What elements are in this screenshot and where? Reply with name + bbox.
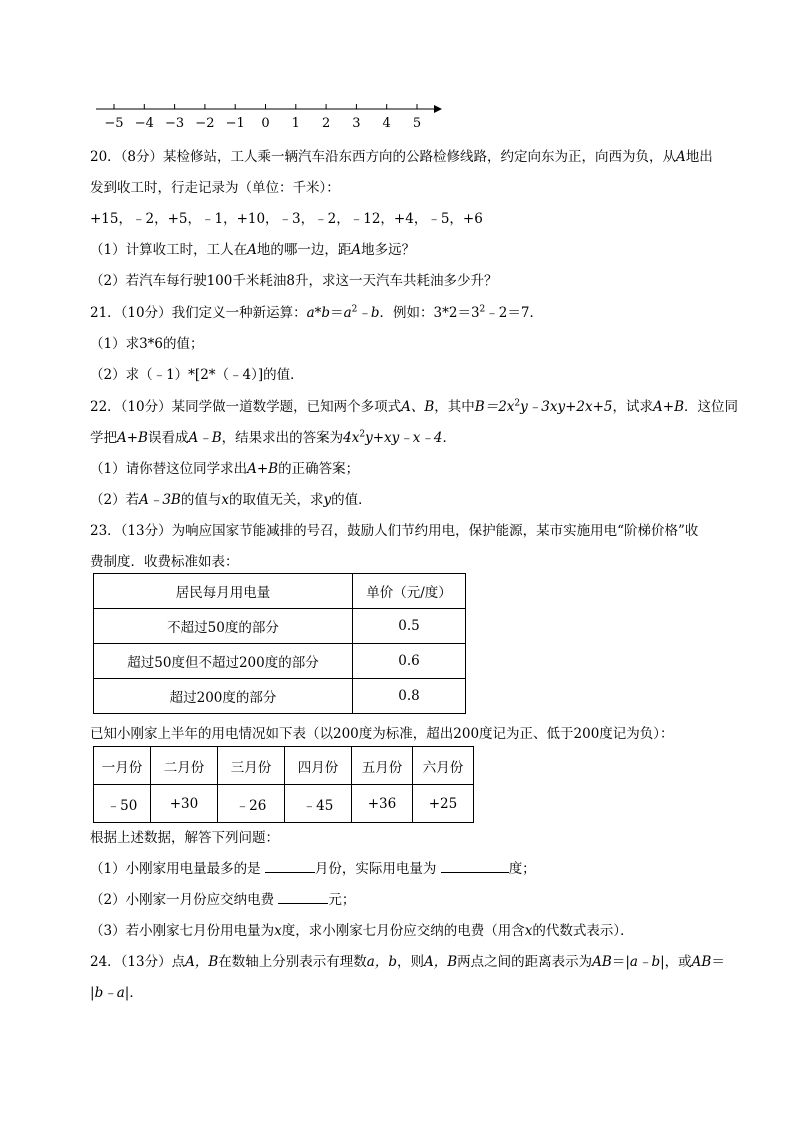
q23-line2: 费制度．收费标准如表： xyxy=(90,554,239,570)
number-line-axis xyxy=(90,92,450,116)
table-header: 单价（元/度） xyxy=(353,574,466,609)
q23-line1: 23．（13分）为响应国家节能减排的号召，鼓励人们节约用电，保护能源，某市实施用电“阶梯价格”收 xyxy=(90,523,699,539)
q21-line1: 21．（10分）我们定义一种新运算：$a*b=a^2﹣b$．例如：$3*2=3^2﹣2=7$． xyxy=(90,304,543,321)
number-line-tick-label: −3 xyxy=(165,116,185,131)
number-line-tick-label: −2 xyxy=(195,116,215,131)
number-line-tick-label: 2 xyxy=(321,116,331,131)
answer-blank xyxy=(441,872,509,873)
q23-intro2: 已知小刚家上半年的用电情况如下表（以200度为标准，超出200度记为正、低于200度记为负）： xyxy=(90,726,674,742)
table-header: 五月份 xyxy=(352,747,413,785)
table-header: 一月份 xyxy=(94,747,151,785)
q22-sub2: （2）若A﹣3B的值与x的取值无关，求y的值． xyxy=(90,492,372,508)
table-cell: 超过200度的部分 xyxy=(94,679,353,714)
usage-table xyxy=(93,746,474,823)
table-row xyxy=(94,679,466,714)
answer-blank xyxy=(265,872,315,873)
table-header: 二月份 xyxy=(151,747,218,785)
q20-sub2: （2）若汽车每行驶100千米耗油8升，求这一天汽车共耗油多少升？ xyxy=(90,273,498,289)
number-line-tick-label: 5 xyxy=(412,116,422,131)
table-cell: 0.8 xyxy=(353,679,466,714)
number-line-tick-label: 3 xyxy=(352,116,361,131)
number-line-tick-label: 1 xyxy=(291,116,300,131)
table-cell: 0.6 xyxy=(353,644,466,679)
table-cell: ﹣45 xyxy=(285,785,352,823)
q20-line1: 20．（8分）某检修站，工人乘一辆汽车沿东西方向的公路检修线路，约定向东为正，向西为负，从A地出 xyxy=(90,149,713,165)
q22-line2: 学把A+B误看成A﹣B，结果求出的答案为$4x^2y+xy﹣x﹣4$． xyxy=(90,429,456,446)
number-line xyxy=(90,92,450,132)
table-header: 居民每月用电量 xyxy=(94,574,353,609)
table-cell: ﹣26 xyxy=(218,785,285,823)
q20-record: +15，﹣2，+5，﹣1，+10，﹣3，﹣2，﹣12，+4，﹣5，+6 xyxy=(90,211,483,227)
answer-blank xyxy=(278,903,328,904)
number-line-tick-label: −1 xyxy=(225,116,245,131)
table-cell: +36 xyxy=(352,785,413,823)
number-line-tick-label: 0 xyxy=(261,116,270,131)
table-row xyxy=(94,644,466,679)
q20-sub1: （1）计算收工时，工人在A地的哪一边，距A地多远？ xyxy=(90,242,416,258)
table-cell: 不超过50度的部分 xyxy=(94,609,353,644)
table-header: 六月份 xyxy=(413,747,474,785)
q21-sub1: （1）求3*6的值； xyxy=(90,336,204,352)
table-row xyxy=(94,747,474,785)
table-row xyxy=(94,609,466,644)
number-line-tick-label: −4 xyxy=(134,116,154,131)
q22-line1: 22．（10分）某同学做一道数学题，已知两个多项式A、B，其中$B=2x^2y﹣3xy+2x+5$，试求A+B．这位同 xyxy=(90,398,738,415)
q24-line2: |b﹣a|． xyxy=(90,985,143,1001)
price-table xyxy=(93,573,466,714)
table-cell: +30 xyxy=(151,785,218,823)
number-line-tick-label: −5 xyxy=(104,116,124,131)
q23-sub3: （3）若小刚家七月份用电量为x度，求小刚家七月份应交纳的电费（用含x的代数式表示）． xyxy=(90,923,634,939)
q22-sub1: （1）请你替这位同学求出A+B的正确答案； xyxy=(90,461,360,477)
table-cell: ﹣50 xyxy=(94,785,151,823)
number-line-tick-label: 4 xyxy=(382,116,391,131)
q20-line2: 发到收工时，行走记录为（单位：千米）： xyxy=(90,180,340,196)
table-cell: 超过50度但不超过200度的部分 xyxy=(94,644,353,679)
q23-sub1: （1）小刚家用电量最多的是 月份，实际用电量为 度； xyxy=(90,861,536,877)
table-row xyxy=(94,574,466,609)
table-row xyxy=(94,785,474,823)
table-cell: +25 xyxy=(413,785,474,823)
table-header: 三月份 xyxy=(218,747,285,785)
q21-sub2: （2）求（﹣1）*[2*（﹣4）]的值． xyxy=(90,367,304,383)
table-cell: 0.5 xyxy=(353,609,466,644)
q24-line1: 24．（13分）点A，B在数轴上分别表示有理数a，b，则A，B两点之间的距离表示为AB＝|a﹣b|，或AB＝ xyxy=(90,954,725,970)
q23-sub2: （2）小刚家一月份应交纳电费 元； xyxy=(90,892,356,908)
table-header: 四月份 xyxy=(285,747,352,785)
q23-prompt: 根据上述数据，解答下列问题： xyxy=(90,830,279,846)
